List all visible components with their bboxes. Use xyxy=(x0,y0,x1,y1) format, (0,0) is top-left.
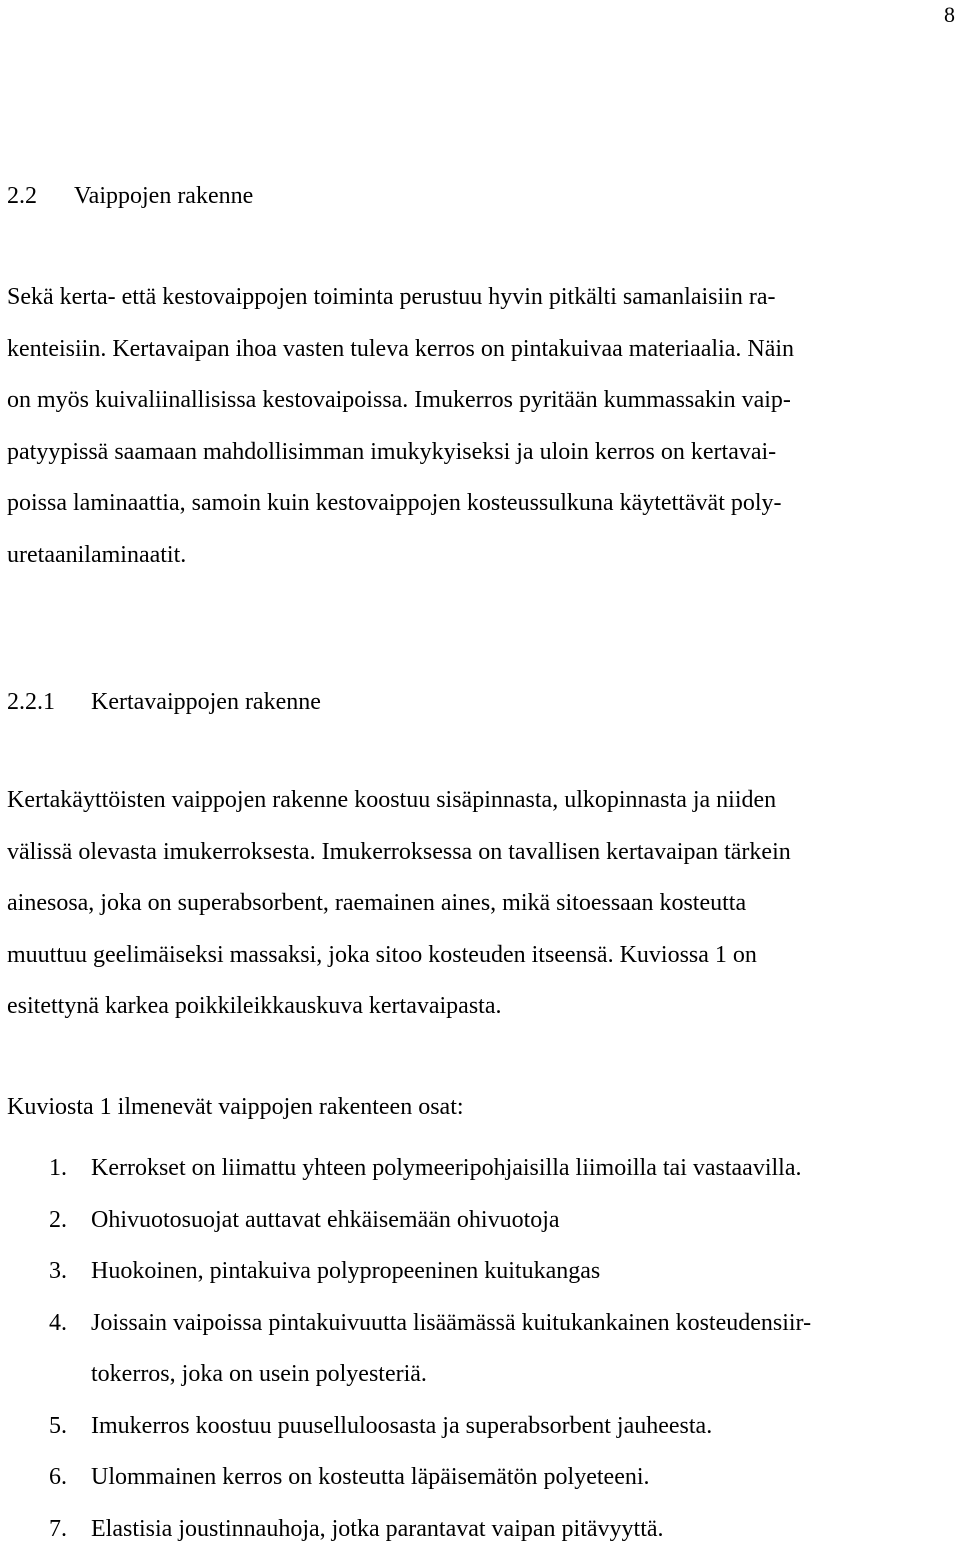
section-title: Vaippojen rakenne xyxy=(74,183,253,209)
list-item xyxy=(0,1143,811,1195)
list-intro: Kuviosta 1 ilmenevät vaippojen rakenteen osat: xyxy=(7,1092,464,1122)
list-marker: 1. xyxy=(49,1143,67,1195)
page-number: 8 xyxy=(944,2,955,28)
list-item xyxy=(0,1246,811,1298)
list-marker: 6. xyxy=(49,1452,67,1504)
paragraph-line: kenteisiin. Kertavaipan ihoa vasten tuleva kerros on pintakuivaa materiaalia. Näin xyxy=(7,324,794,376)
subsection-number: 2.2.1 xyxy=(7,687,91,717)
list-marker: 4. xyxy=(49,1298,67,1350)
section-number: 2.2 xyxy=(7,181,74,211)
list-item-text: tokerros, joka on usein polyesteriä. xyxy=(91,1349,811,1401)
subsection-title: Kertavaippojen rakenne xyxy=(91,689,321,715)
paragraph-line: uretaanilaminaatit. xyxy=(7,530,794,582)
list-item-text: Elastisia joustinnauhoja, jotka parantavat vaipan pitävyyttä. xyxy=(91,1504,811,1555)
subsection-heading xyxy=(7,687,321,717)
list-item xyxy=(0,1452,811,1504)
list-marker: 7. xyxy=(49,1504,67,1555)
list-item-text: Joissain vaipoissa pintakuivuutta lisäämässä kuitukankainen kosteudensiir- xyxy=(91,1298,811,1350)
section-paragraph xyxy=(7,272,794,581)
list-item-text: Ohivuotosuojat auttavat ehkäisemään ohivuotoja xyxy=(91,1195,811,1247)
list-marker: 3. xyxy=(49,1246,67,1298)
list-item-text: Huokoinen, pintakuiva polypropeeninen kuitukangas xyxy=(91,1246,811,1298)
subsection-paragraph xyxy=(7,775,791,1033)
list-marker: 5. xyxy=(49,1401,67,1453)
paragraph-line: poissa laminaattia, samoin kuin kestovaippojen kosteussulkuna käytettävät poly- xyxy=(7,478,794,530)
list-item xyxy=(0,1504,811,1555)
structure-parts-list xyxy=(0,1143,811,1555)
list-item-text: Kerrokset on liimattu yhteen polymeeripohjaisilla liimoilla tai vastaavilla. xyxy=(91,1143,811,1195)
list-item xyxy=(0,1298,811,1401)
paragraph-line: esitettynä karkea poikkileikkauskuva kertavaipasta. xyxy=(7,981,791,1033)
paragraph-line: Kertakäyttöisten vaippojen rakenne koostuu sisäpinnasta, ulkopinnasta ja niiden xyxy=(7,775,791,827)
list-marker: 2. xyxy=(49,1195,67,1247)
section-heading xyxy=(7,181,253,211)
list-item xyxy=(0,1195,811,1247)
paragraph-line: patyypissä saamaan mahdollisimman imukykyiseksi ja uloin kerros on kertavai- xyxy=(7,427,794,479)
list-item xyxy=(0,1401,811,1453)
paragraph-line: on myös kuivaliinallisissa kestovaipoissa. Imukerros pyritään kummassakin vaip- xyxy=(7,375,794,427)
list-item-text: Ulommainen kerros on kosteutta läpäisemätön polyeteeni. xyxy=(91,1452,811,1504)
paragraph-line: Sekä kerta- että kestovaippojen toiminta perustuu hyvin pitkälti samanlaisiin ra- xyxy=(7,272,794,324)
paragraph-line: välissä olevasta imukerroksesta. Imukerroksessa on tavallisen kertavaipan tärkein xyxy=(7,827,791,879)
paragraph-line: ainesosa, joka on superabsorbent, raemainen aines, mikä sitoessaan kosteutta xyxy=(7,878,791,930)
list-item-text: Imukerros koostuu puuselluloosasta ja superabsorbent jauheesta. xyxy=(91,1401,811,1453)
paragraph-line: muuttuu geelimäiseksi massaksi, joka sitoo kosteuden itseensä. Kuviossa 1 on xyxy=(7,930,791,982)
